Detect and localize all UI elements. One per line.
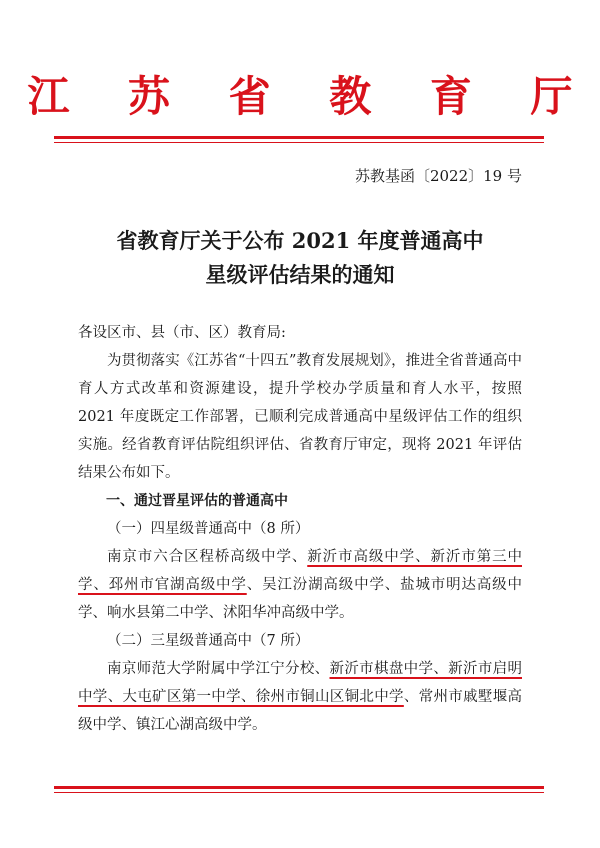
- school-list-part: 南京师范大学附属中学江宁分校、: [107, 661, 330, 677]
- subheading-three-star: （二）三星级普通高中（7 所）: [107, 633, 310, 649]
- four-star-school-list: [78, 543, 522, 627]
- footer-rule-thick: [54, 786, 544, 789]
- document-title: [0, 224, 600, 292]
- school-list-part: 、吴江汾湖高级中学、盐城市明达高级中学、响水县第二中学、沭阳华冲高级中学。: [78, 577, 523, 621]
- document-number: 苏教基函〔2022〕19 号: [354, 167, 522, 185]
- masthead-rule-thin: [54, 142, 544, 143]
- school-list-part: 南京市六合区程桥高级中学、: [107, 549, 308, 565]
- masthead-rule-thick: [54, 136, 544, 139]
- section-heading-promoted: 一、通过晋星评估的普通高中: [106, 493, 288, 509]
- three-star-school-list: [78, 655, 522, 739]
- school-list-part: 、常州市戚墅堰高级中学、镇江心湖高级中学。: [78, 689, 523, 733]
- masthead-org-name: 江 苏 省 教 育 厅: [27, 72, 595, 121]
- highlighted-schools: 新沂市棋盘中学、新沂市启明中学、大屯矿区第一中学、徐州市铜山区铜北中学: [78, 661, 522, 705]
- title-line-2: 星级评估结果的通知: [205, 262, 395, 287]
- subheading-four-star: （一）四星级普通高中（8 所）: [107, 521, 310, 537]
- document-body: [78, 319, 522, 739]
- highlighted-schools: 新沂市高级中学、新沂市第三中学、邳州市官湖高级中学: [78, 549, 522, 593]
- salutation: 各设区市、县（市、区）教育局:: [78, 325, 286, 341]
- title-line-1: 省教育厅关于公布 2021 年度普通高中: [116, 228, 484, 253]
- intro-paragraph: 为贯彻落实《江苏省“十四五”教育发展规划》，推进全省普通高中育人方式改革和资源建设，提升学校办学质量和育人水平，按照 2021 年度既定工作部署，已顺利完成普通高中星级评估工作的组织实施。经省教育评估院组织评估、省教育厅审定，现将 2021 年评估结果公布如下。: [78, 353, 522, 481]
- footer-rule-thin: [54, 792, 544, 793]
